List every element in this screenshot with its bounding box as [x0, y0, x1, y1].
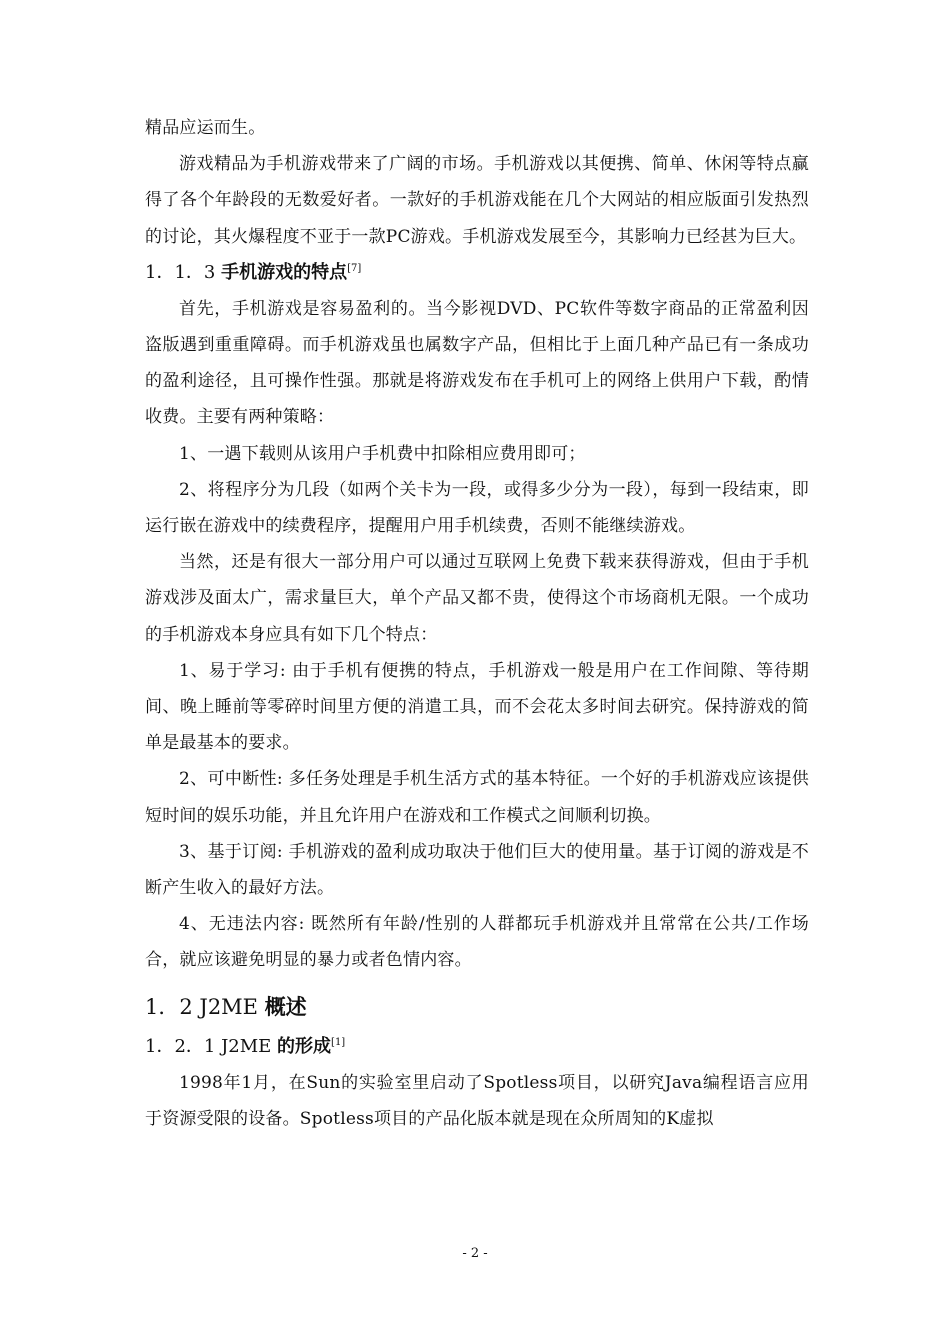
- citation-ref: [7]: [347, 262, 362, 274]
- paragraph: 1998年1月，在Sun的实验室里启动了Spotless项目，以研究Java编程语言应用于资源受限的设备。Spotless项目的产品化版本就是现在众所周知的K虚拟: [145, 1072, 809, 1129]
- heading-title: 手机游戏的特点: [221, 261, 348, 283]
- section-heading-1-2-1: [145, 1029, 809, 1065]
- heading-number: 1．1．3: [145, 261, 222, 283]
- list-item: 1、易于学习: 由于手机有便携的特点，手机游戏一般是用户在工作间隙、等待期间、晚上睡前等零碎时间里方便的消遣工具，而不会花太多时间去研究。保持游戏的简单是最基本的要求。: [145, 660, 809, 754]
- paragraph: 精品应运而生。: [145, 118, 266, 138]
- heading-title: 概述: [264, 994, 307, 1019]
- document-page: [145, 110, 809, 1137]
- list-item: 2、将程序分为几段（如两个关卡为一段，或得多少分为一段），每到一段结束，即运行嵌在游戏中的续费程序，提醒用户用手机续费，否则不能继续游戏。: [145, 479, 809, 537]
- list-item: 3、基于订阅: 手机游戏的盈利成功取决于他们巨大的使用量。基于订阅的游戏是不断产生收入的最好方法。: [145, 841, 809, 899]
- paragraph: 首先，手机游戏是容易盈利的。当今影视DVD、PC软件等数字商品的正常盈利因盗版遇到重重障碍。而手机游戏虽也属数字产品，但相比于上面几种产品已有一条成功的盈利途径，且可操作性强。那就是将游戏发布在手机可上的网络上供用户下载，酌情收费。主要有两种策略：: [145, 298, 809, 428]
- paragraph: 当然，还是有很大一部分用户可以通过互联网上免费下载来获得游戏，但由于手机游戏涉及面太广，需求量巨大，单个产品又都不贵，使得这个市场商机无限。一个成功的手机游戏本身应具有如下几个特点：: [145, 552, 809, 645]
- section-heading-1-2: [145, 985, 809, 1029]
- heading-number: 1．2．1 J2ME: [145, 1035, 278, 1057]
- paragraph: 游戏精品为手机游戏带来了广阔的市场。手机游戏以其便携、简单、休闲等特点赢得了各个年龄段的无数爱好者。一款好的手机游戏能在几个大网站的相应版面引发热烈的讨论，其火爆程度不亚于一款PC游戏。手机游戏发展至今，其影响力已经甚为巨大。: [145, 154, 809, 247]
- heading-number: 1．2 J2ME: [145, 994, 265, 1019]
- list-item: 2、可中断性: 多任务处理是手机生活方式的基本特征。一个好的手机游戏应该提供短时间的娱乐功能，并且允许用户在游戏和工作模式之间顺利切换。: [145, 769, 809, 826]
- list-item: 4、无违法内容: 既然所有年龄/性别的人群都玩手机游戏并且常常在公共/工作场合，就应该避免明显的暴力或者色情内容。: [145, 914, 809, 971]
- section-heading-1-1-3: [145, 255, 809, 291]
- heading-title: 的形成: [277, 1035, 332, 1057]
- page-number: - 2 -: [462, 1246, 488, 1261]
- citation-ref: [1]: [331, 1036, 346, 1048]
- list-item: 1、一遇下载则从该用户手机费中扣除相应费用即可；: [179, 443, 586, 464]
